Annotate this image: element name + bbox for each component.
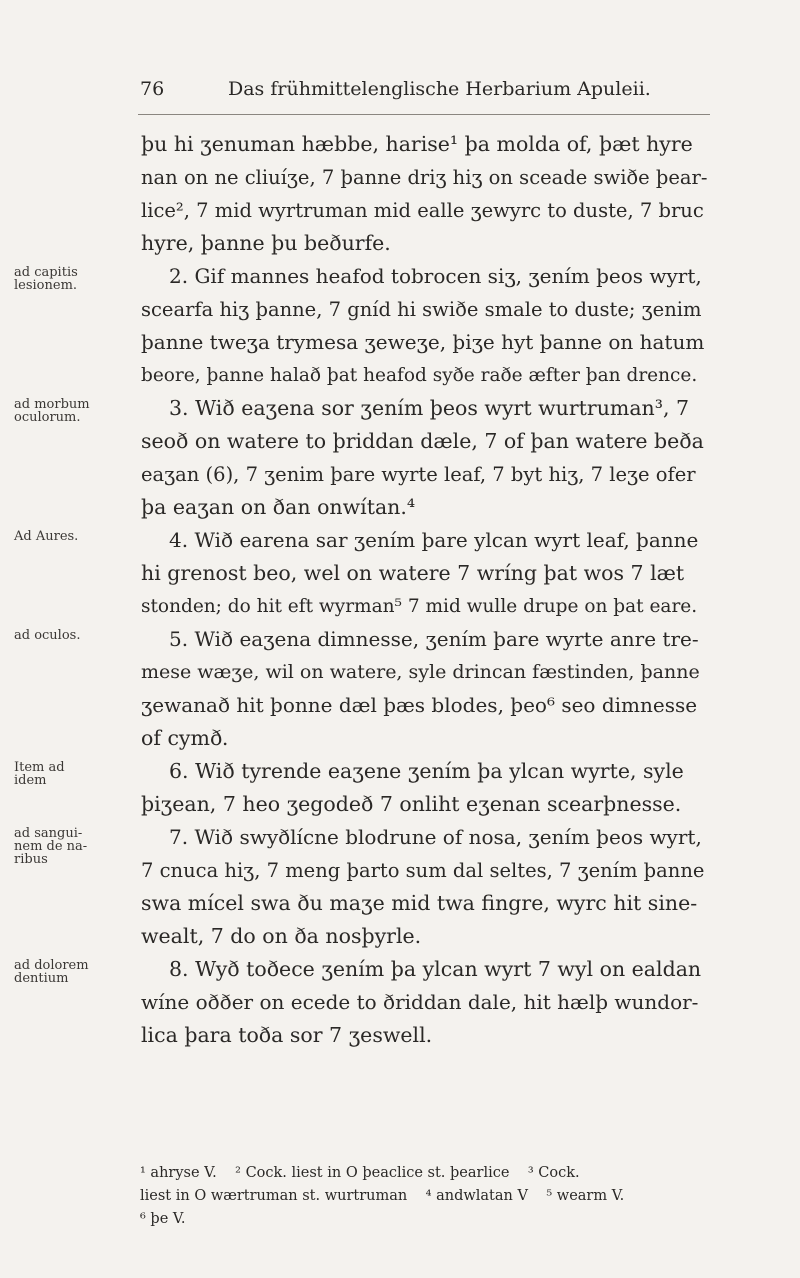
text-line: 7. Wið swyðlícne blodrune of nosa, ʒením þeos wyrt, [169, 825, 702, 849]
text-line: nan on ne cliuíʒe, 7 þanne driʒ hiʒ on sceade swiðe þear- [141, 166, 708, 189]
margin-note [14, 827, 132, 866]
text-line: 8. Wyð toðece ʒením þa ylcan wyrt 7 wyl on ealdan [169, 957, 702, 981]
page-header [140, 78, 700, 108]
text-line: 7 cnuca hiʒ, 7 meng þarto sum dal seltes, 7 ʒením þanne [141, 859, 705, 882]
text-line: 6. Wið tyrende eaʒene ʒením þa ylcan wyrte, syle [169, 759, 684, 783]
margin-note-line: idem [14, 773, 47, 788]
text-line: þanne tweʒa trymesa ʒeweʒe, þiʒe hyt þanne on hatum [141, 330, 705, 354]
text-line: 2. Gif mannes heafod tobrocen siʒ, ʒením þeos wyrt, [169, 264, 702, 288]
margin-note-line: Ad Aures. [14, 529, 79, 544]
margin-note-line: Item ad [14, 760, 65, 775]
text-line: 5. Wið eaʒena dimnesse, ʒením þare wyrte anre tre- [169, 627, 699, 651]
margin-note [14, 530, 132, 543]
text-line: wealt, 7 do on ða nosþyrle. [141, 924, 422, 948]
margin-note [14, 629, 132, 642]
margin-note [14, 398, 132, 424]
text-line: eaʒan (6), 7 ʒenim þare wyrte leaf, 7 byt hiʒ, 7 leʒe ofer [141, 463, 696, 486]
running-title: Das frühmittelenglische Herbarium Apuleii. [228, 78, 651, 100]
footnote-line: ⁶ þe V. [140, 1211, 186, 1227]
page-number: 76 [140, 78, 165, 100]
text-line: 3. Wið eaʒena sor ʒením þeos wyrt wurtruman³, 7 [169, 396, 690, 420]
margin-note-line: ad morbum [14, 397, 90, 412]
margin-note-line: lesionem. [14, 278, 78, 293]
text-line: of cymð. [141, 726, 229, 750]
margin-note-line: ad oculos. [14, 628, 81, 643]
margin-note-line: ad capitis [14, 265, 78, 280]
text-line: þa eaʒan on ðan onwítan.⁴ [141, 495, 416, 519]
margin-note-line: ad dolorem [14, 958, 89, 973]
footnotes [140, 1162, 710, 1231]
text-line: lice², 7 mid wyrtruman mid ealle ʒewyrc to duste, 7 bruc [141, 199, 704, 222]
text-line: 4. Wið earena sar ʒením þare ylcan wyrt leaf, þanne [169, 528, 699, 552]
header-rule [138, 114, 710, 115]
main-text [141, 128, 709, 1052]
text-line: wíne oððer on ecede to ðriddan dale, hit hælþ wundor- [141, 990, 699, 1014]
text-line: þu hi ʒenuman hæbbe, harise¹ þa molda of, þæt hyre [141, 132, 693, 156]
text-line: beore, þanne halað þat heafod syðe raðe æfter þan drence. [141, 365, 698, 386]
text-line: hi grenost beo, wel on watere 7 wríng þat wos 7 læt [141, 561, 685, 585]
margin-note-line: ribus [14, 852, 48, 867]
margin-note-line: nem de na- [14, 839, 88, 854]
text-line: hyre, þanne þu beðurfe. [141, 231, 391, 255]
text-line: stonden; do hit eft wyrman⁵ 7 mid wulle drupe on þat eare. [141, 596, 698, 617]
margin-note [14, 959, 132, 985]
text-line: ʒewanað hit þonne dæl þæs blodes, þeo⁶ seo dimnesse [141, 693, 698, 717]
margin-note-line: ad sangui- [14, 826, 83, 841]
margin-note-line: oculorum. [14, 410, 81, 425]
margin-note [14, 266, 132, 292]
text-line: scearfa hiʒ þanne, 7 gníd hi swiðe smale to duste; ʒenim [141, 298, 702, 321]
footnote-line: liest in O wærtruman st. wurtruman ⁴ andwlatan V ⁵ wearm V. [140, 1188, 625, 1204]
text-line: lica þara toða sor 7 ʒeswell. [141, 1023, 433, 1047]
footnote-line: ¹ ahryse V. ² Cock. liest in O þeaclice st. þearlice ³ Cock. [140, 1165, 580, 1181]
text-line: swa mícel swa ðu maʒe mid twa fingre, wyrc hit sine- [141, 891, 698, 915]
margin-note [14, 761, 132, 787]
margin-note-line: dentium [14, 971, 69, 986]
text-line: mese wæʒe, wil on watere, syle drincan fæstinden, þanne [141, 661, 700, 683]
text-line: seoð on watere to þriddan dæle, 7 of þan watere beða [141, 429, 704, 453]
text-line: þiʒean, 7 heo ʒegodeð 7 onliht eʒenan scearþnesse. [141, 792, 682, 816]
